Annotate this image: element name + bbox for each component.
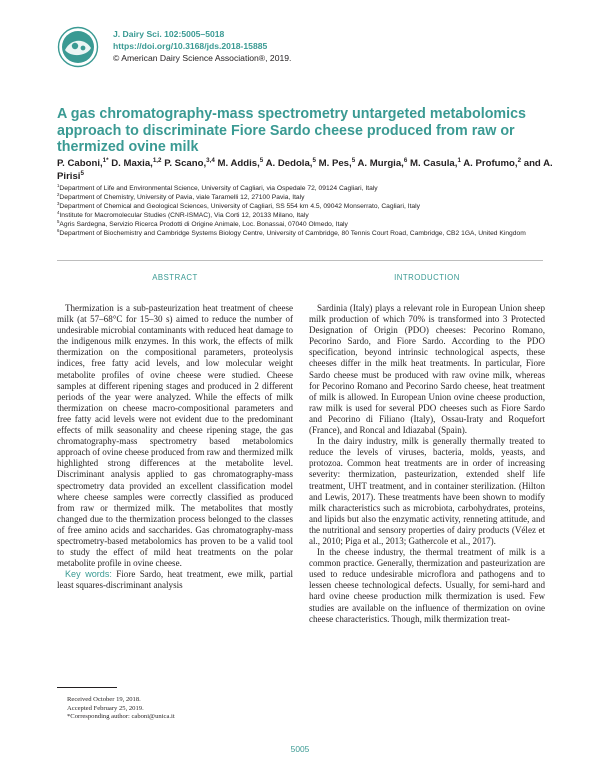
author: A. Profumo,$^2$ <box>463 156 522 169</box>
author: P. Caboni,$^{1*}$ <box>57 156 109 169</box>
page-number: 5005 <box>290 744 310 754</box>
abstract-text: Thermization is a sub-pasteurization heat treatment of cheese milk (at 57–68°C for 15–30 s) aimed to reduce the number of undesirable microbial contaminants with reduced heat damage to the indigenous milk enzymes. In this work, the effects of milk thermization on the compositional parameters, proteolysis indices, free fatty acid levels, and low molecular weight metabolite profiles of ovine cheese were studied. Cheese samples at different ripening stages and produced in 2 different periods of the year were analyzed. While the effects of milk thermization on cheese macro-compositional parameters and free fatty acid levels were not evident due to the predominant effects of milk seasonality and cheese ripening stage, the gas chromatography-mass spectrometry based metabolomics approach of ovine cheese produced from raw and thermized milk highlighted strong differences at the metabolite level. Discriminant analysis applied to gas chromatography-mass spectrometry data provided an excellent classification model where cheese samples were correctly classified as produced from raw or thermized milk. The metabolites that mostly changed due to the thermization process belonged to the classes of free amino acids and saccharides. Gas chromatography-mass spectrometry-based metabolomics has proven to be a valid tool to study the effect of mild heat treatments on the polar metabolite profile in ovine cheese. <box>57 303 293 569</box>
introduction-heading: INTRODUCTION <box>394 273 460 282</box>
affiliations <box>57 182 557 238</box>
affiliation: $^4$Institute for Macromolecular Studies (CNR-ISMAC), Via Corti 12, 20133 Milano, Italy <box>57 209 309 219</box>
keywords-label: Key words: <box>65 569 112 580</box>
author: M. Addis,$^5$ <box>217 156 264 169</box>
author: A. Murgia,$^6$ <box>357 156 408 169</box>
author: M. Casula,$^1$ <box>409 156 461 169</box>
affiliation: $^1$Department of Life and Environmental Science, University of Cagliari, via Ospedale 72, 09124 Cagliari, Italy <box>57 182 378 192</box>
accepted-date: Accepted February 25, 2019. <box>67 704 144 712</box>
affiliation: $^2$Department of Chemistry, University of Pavia, viale Taramelli 12, 27100 Pavia, Italy <box>57 191 305 201</box>
ads-journal-logo <box>57 26 101 68</box>
abstract-heading: ABSTRACT <box>152 273 198 282</box>
affiliation: $^3$Department of Chemical and Geological Sciences, University of Cagliari, SS 554 km 4.5, 09042 Monserrato, Cagliari, Italy <box>57 200 420 210</box>
author: P. Scano,$^{3,4}$ <box>164 156 215 169</box>
introduction-paragraph: In the cheese industry, the thermal treatment of milk is a common practice. Generally, thermization and pasteurization are used to reduce undesirable microflora and pathogens and to lessen cheese technological defects. Usually, for semi-hard and hard ovine cheese production milk thermization is used. Few studies are available on the influence of thermization on ovine cheese characteristics. Though, milk thermization treat- <box>309 547 545 624</box>
author: A. Dedola,$^5$ <box>265 156 316 169</box>
author: D. Maxia,$^{1,2}$ <box>111 156 162 169</box>
header-divider <box>57 260 543 261</box>
introduction-paragraph: In the dairy industry, milk is generally thermally treated to reduce the levels of viruses, bacteria, molds, yeasts, and protozoa. Common heat treatments are in order of increasing severity: thermization, pasteurization, extended shelf life treatment, UHT treatment, and in container sterilization. (Hilton and Lewis, 2017). These treatments have been shown to modify milk characteristics such as microbiota, carbohydrates, proteins, and lipids but also the enzymatic activity, renneting attitude, and the nutritional and sensory properties of dairy products (Vélez et al., 2010; Piga et al., 2013; Gathercole et al., 2017). <box>309 436 545 546</box>
keywords <box>57 569 293 591</box>
introduction-paragraph: Sardinia (Italy) plays a relevant role in European Union sheep milk production of which 70% is transformed into 3 Protected Designation of Origin (PDO) cheeses: Pecorino Romano, Pecorino Sardo, and Fiore Sardo. According to the PDO specification, beyond intrinsic technological aspects, these cheeses differ in the milk heat treatments. In particular, Fiore Sardo cheese must be produced with raw ovine milk, whereas for Pecorino Romano and Pecorino Sardo cheese, heat treatment of milk is allowed. In European Union ovine cheese production, raw milk is used for several PDO cheeses such as Fiore Sardo and Pecorino di Filiano (Italy), Ossau-Iraty and Roquefort (France), and Roncal and Idiazabal (Spain). <box>309 303 545 436</box>
journal-header <box>113 28 291 65</box>
keywords-text: Fiore Sardo, heat treatment, ewe milk, partial least squares-discriminant analysis <box>57 569 294 591</box>
author: and A. Pirisi$^5$ <box>57 158 553 182</box>
author: M. Pes,$^5$ <box>318 156 356 169</box>
affiliation: $^5$Agris Sardegna, Servizio Ricerca Prodotti di Origine Animale, Loc. Bonassai, 07040 Olmedo, Italy <box>57 218 348 228</box>
doi-link[interactable]: https://doi.org/10.3168/jds.2018-15885 <box>113 41 268 52</box>
copyright-notice: © American Dairy Science Association®, 2019. <box>113 53 292 64</box>
corresponding-author: *Corresponding author: caboni@unica.it <box>67 713 175 720</box>
article-title: A gas chromatography-mass spectrometry untargeted metabolomics approach to discriminate Fiore Sardo cheese produced from raw or thermized ovine milk <box>57 106 527 156</box>
abstract-column <box>57 272 293 591</box>
journal-citation: J. Dairy Sci. 102:5005–5018 <box>113 29 225 39</box>
author-list <box>57 157 557 183</box>
received-date: Received October 19, 2018. <box>67 696 141 703</box>
introduction-column <box>309 272 545 625</box>
footnote-divider <box>57 687 117 688</box>
affiliation: $^6$Department of Biochemistry and Cambridge Systems Biology Centre, University of Cambridge, 80 Tennis Court Road, Cambridge, CB2 1GA, United Kingdom <box>57 227 526 237</box>
article-footnote <box>57 687 217 722</box>
